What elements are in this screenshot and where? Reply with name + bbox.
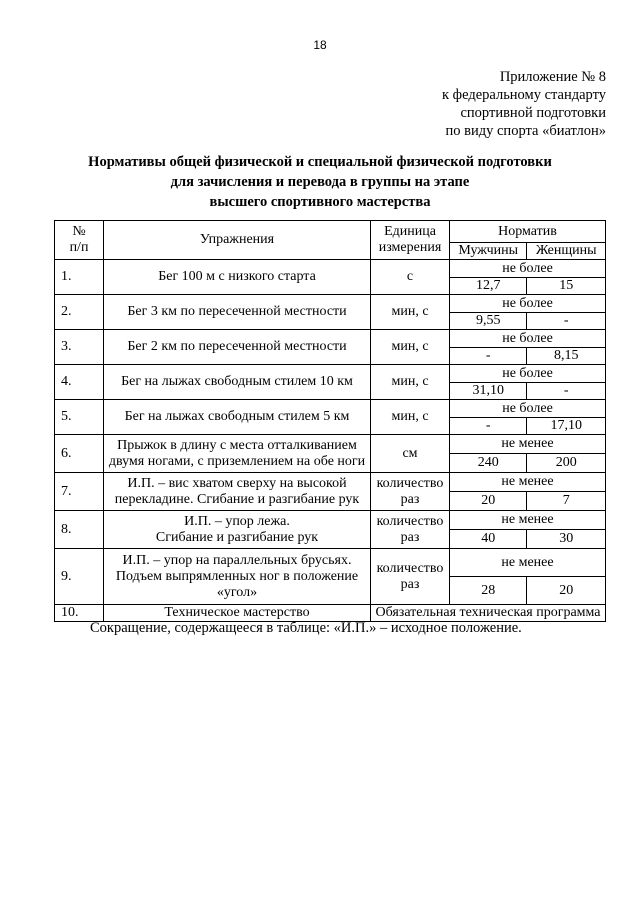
unit-cell — [371, 260, 450, 295]
exercise-line: «угол» — [216, 584, 258, 600]
unit-line: количество — [376, 560, 444, 576]
men-value: 12,7 — [450, 278, 527, 295]
row-number: 7. — [55, 473, 104, 511]
exercise-cell — [104, 365, 371, 400]
exercise-cell: Техническое мастерство — [104, 605, 371, 622]
women-value: 200 — [527, 454, 606, 473]
unit-cell — [371, 330, 450, 365]
row-number: 1. — [55, 260, 104, 295]
table-row — [55, 260, 606, 278]
exercise-line: Бег 2 км по пересеченной местности — [127, 339, 347, 354]
unit-line: мин, с — [391, 339, 429, 354]
row-number: 3. — [55, 330, 104, 365]
table-row — [55, 365, 606, 383]
norm-label: не более — [450, 295, 606, 313]
unit-cell — [371, 400, 450, 435]
exercise-cell — [104, 400, 371, 435]
unit-cell — [371, 473, 450, 511]
exercise-cell — [104, 473, 371, 511]
exercise-line: Подъем выпрямленных ног в положение — [115, 568, 359, 584]
table-row — [55, 400, 606, 418]
men-value: 40 — [450, 530, 527, 549]
header-exercise: Упражнения — [104, 221, 371, 260]
unit-line: мин, с — [391, 374, 429, 389]
appendix-line: по виду спорта «биатлон» — [445, 123, 606, 139]
technical-program-cell: Обязательная техническая программа — [371, 605, 606, 622]
table-body — [55, 260, 606, 622]
appendix-line: спортивной подготовки — [460, 105, 606, 121]
table-row — [55, 473, 606, 492]
unit-cell — [371, 365, 450, 400]
unit-line: мин, с — [391, 409, 429, 424]
men-value: 240 — [450, 454, 527, 473]
appendix-header — [442, 68, 606, 140]
table-row — [55, 549, 606, 577]
title-line: для зачисления и перевода в группы на этапе — [170, 174, 470, 190]
women-value: 30 — [527, 530, 606, 549]
page-number: 18 — [313, 38, 327, 52]
norm-label: не менее — [450, 435, 606, 454]
unit-cell — [371, 549, 450, 605]
unit-line: раз — [400, 491, 420, 507]
header-number: № п/п — [55, 221, 104, 260]
women-value: 15 — [527, 278, 606, 295]
exercise-cell — [104, 295, 371, 330]
women-value: 7 — [527, 492, 606, 511]
title-line: Нормативы общей физической и специальной физической подготовки — [88, 154, 552, 170]
men-value: - — [450, 418, 527, 435]
exercise-line: И.П. – упор на параллельных брусьях. — [122, 552, 352, 568]
table-row — [55, 295, 606, 313]
row-number: 6. — [55, 435, 104, 473]
exercise-line: Бег 3 км по пересеченной местности — [127, 304, 347, 319]
men-value: 31,10 — [450, 383, 527, 400]
unit-line: раз — [400, 576, 420, 592]
norm-label: не более — [450, 330, 606, 348]
footnote: Сокращение, содержащееся в таблице: «И.П.» – исходное положение. — [90, 620, 522, 636]
women-value: 8,15 — [527, 348, 606, 365]
women-value: 20 — [527, 577, 606, 605]
row-number: 5. — [55, 400, 104, 435]
table-row — [55, 330, 606, 348]
unit-line: раз — [400, 529, 420, 545]
exercise-line: Бег 100 м с низкого старта — [158, 269, 316, 284]
table-row — [55, 435, 606, 454]
men-value: - — [450, 348, 527, 365]
exercise-cell — [104, 260, 371, 295]
row-number: 8. — [55, 511, 104, 549]
men-value: 28 — [450, 577, 527, 605]
exercise-cell — [104, 549, 371, 605]
row-number: 10. — [55, 605, 104, 622]
exercise-line: Прыжок в длину с места отталкиванием — [117, 437, 357, 453]
table-row — [55, 511, 606, 530]
norm-label: не более — [450, 260, 606, 278]
table-row — [55, 605, 606, 622]
unit-line: количество — [376, 475, 444, 491]
exercise-line: Бег на лыжах свободным стилем 5 км — [124, 409, 350, 424]
exercise-line: двумя ногами, с приземлением на обе ноги — [108, 453, 366, 469]
unit-cell — [371, 295, 450, 330]
document-title — [0, 152, 640, 212]
exercise-line: Сгибание и разгибание рук — [155, 529, 319, 545]
norm-label: не более — [450, 365, 606, 383]
women-value: 17,10 — [527, 418, 606, 435]
exercise-cell — [104, 511, 371, 549]
exercise-line: И.П. – вис хватом сверху на высокой — [127, 475, 347, 491]
exercise-cell — [104, 435, 371, 473]
header-unit: Единица измерения — [371, 221, 450, 260]
unit-line: мин, с — [391, 304, 429, 319]
unit-line: количество — [376, 513, 444, 529]
exercise-cell — [104, 330, 371, 365]
unit-cell — [371, 511, 450, 549]
women-value: - — [527, 313, 606, 330]
exercise-line: Бег на лыжах свободным стилем 10 км — [121, 374, 353, 389]
norm-label: не менее — [450, 511, 606, 530]
header-women: Женщины — [527, 243, 606, 260]
appendix-line: Приложение № 8 — [499, 69, 606, 85]
title-line: высшего спортивного мастерства — [209, 194, 431, 210]
norms-table — [54, 220, 606, 622]
men-value: 9,55 — [450, 313, 527, 330]
norm-label: не менее — [450, 549, 606, 577]
norm-label: не более — [450, 400, 606, 418]
header-norm: Норматив — [450, 221, 606, 243]
unit-line: см — [402, 445, 418, 461]
row-number: 4. — [55, 365, 104, 400]
appendix-line: к федеральному стандарту — [442, 87, 606, 103]
header-men: Мужчины — [450, 243, 527, 260]
row-number: 9. — [55, 549, 104, 605]
men-value: 20 — [450, 492, 527, 511]
women-value: - — [527, 383, 606, 400]
unit-line: с — [406, 269, 414, 284]
row-number: 2. — [55, 295, 104, 330]
exercise-line: И.П. – упор лежа. — [184, 513, 290, 529]
unit-cell — [371, 435, 450, 473]
exercise-line: перекладине. Сгибание и разгибание рук — [114, 491, 360, 507]
norm-label: не менее — [450, 473, 606, 492]
